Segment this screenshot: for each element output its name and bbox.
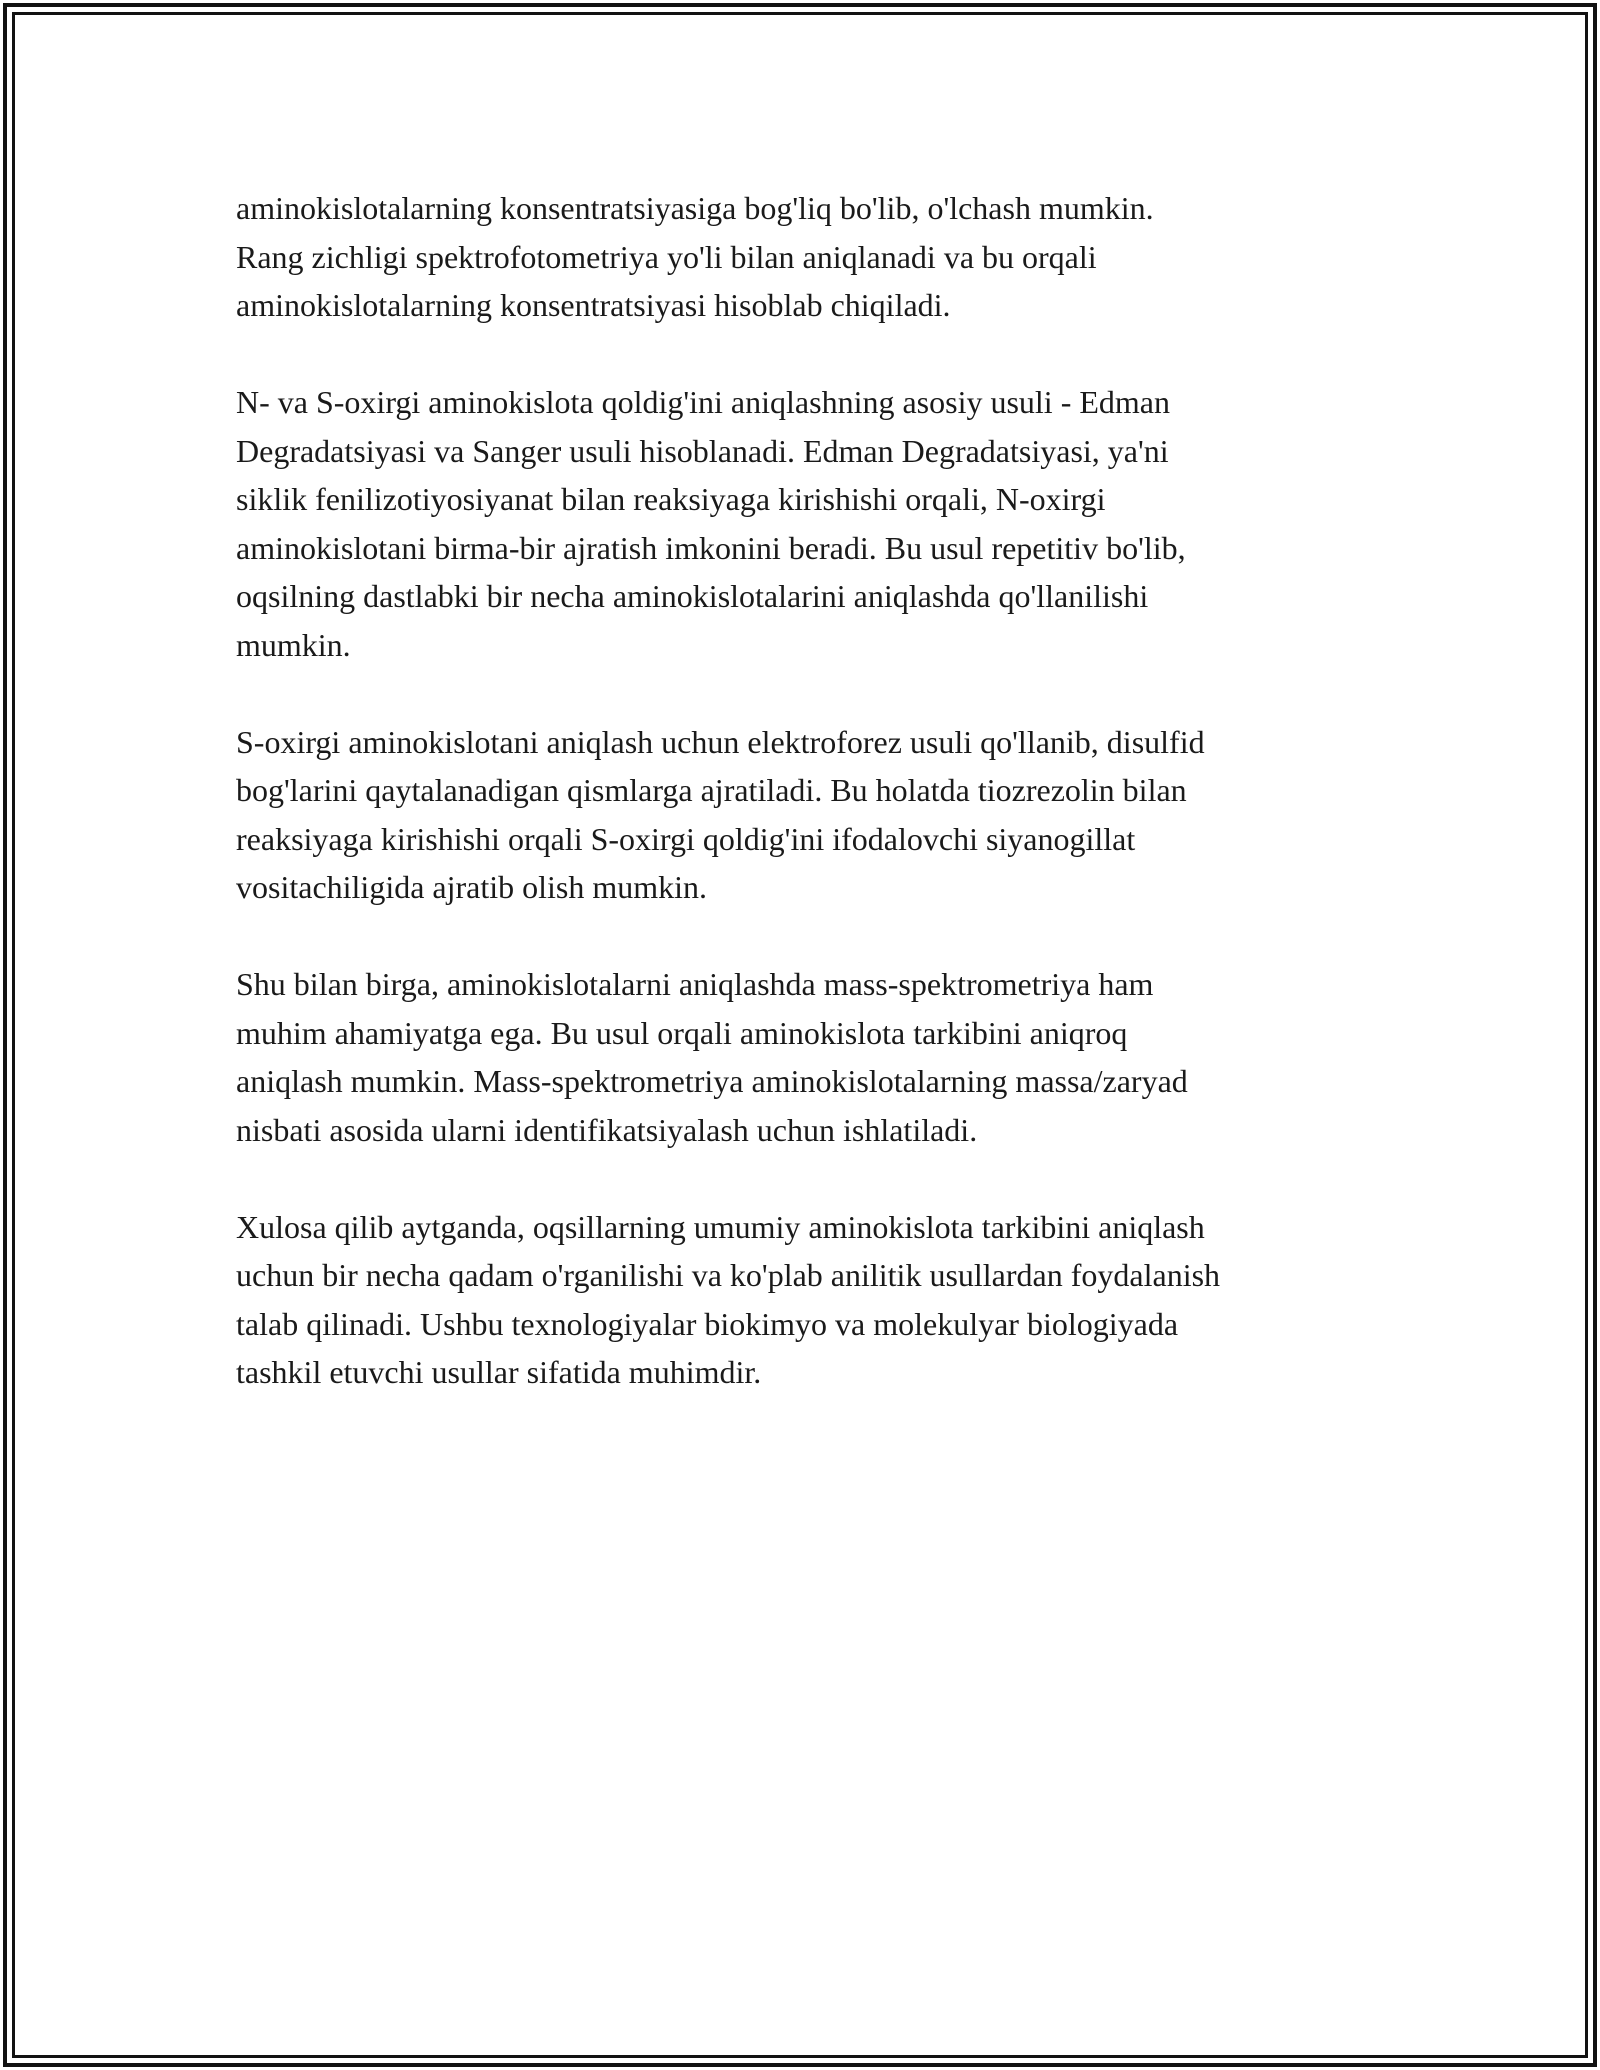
- text-line: talab qilinadi. Ushbu texnologiyalar biokimyo va molekulyar biologiyada: [236, 1305, 1179, 1342]
- text-line: aminokislotani birma-bir ajratish imkonini beradi. Bu usul repetitiv bo'lib,: [236, 529, 1186, 566]
- text-line: Degradatsiyasi va Sanger usuli hisoblanadi. Edman Degradatsiyasi, ya'ni: [236, 432, 1169, 469]
- text-line: bog'larini qaytalanadigan qismlarga ajratiladi. Bu holatda tiozrezolin bilan: [236, 772, 1187, 808]
- text-line: Shu bilan birga, aminokislotalarni aniqlashda mass-spektrometriya ham: [236, 966, 1154, 1002]
- text-line: nisbati asosida ularni identifikatsiyalash uchun ishlatiladi.: [236, 1111, 978, 1148]
- text-line: aniqlash mumkin. Mass-spektrometriya aminokislotalarning massa/zaryad: [236, 1063, 1188, 1099]
- text-line: S-oxirgi aminokislotani aniqlash uchun elektroforez usuli qo'llanib, disulfid: [236, 723, 1205, 760]
- text-line: siklik fenilizotiyosiyanat bilan reaksiyaga kirishishi orqali, N-oxirgi: [236, 481, 1106, 517]
- text-line: muhim ahamiyatga ega. Bu usul orqali aminokislota tarkibini aniqroq: [236, 1014, 1128, 1051]
- paragraph-5: [236, 1203, 1426, 1397]
- text-line: uchun bir necha qadam o'rganilishi va ko'plab anilitik usullardan foydalanish: [236, 1257, 1221, 1293]
- paragraph-2: [236, 378, 1426, 669]
- text-line: Rang zichligi spektrofotometriya yo'li bilan aniqlanadi va bu orqali: [236, 238, 1097, 275]
- text-line: oqsilning dastlabki bir necha aminokislotalarini aniqlashda qo'llanilishi: [236, 578, 1149, 614]
- text-line: mumkin.: [236, 626, 351, 663]
- text-line: vositachiligida ajratib olish mumkin.: [236, 869, 708, 905]
- paragraph-1: [236, 184, 1426, 330]
- paragraph-3: [236, 718, 1426, 912]
- text-line: N- va S-oxirgi aminokislota qoldig'ini aniqlashning asosiy usuli - Edman: [236, 384, 1170, 420]
- text-line: aminokislotalarning konsentratsiyasi hisoblab chiqiladi.: [236, 287, 951, 323]
- paragraph-4: [236, 960, 1426, 1154]
- text-line: Xulosa qilib aytganda, oqsillarning umumiy aminokislota tarkibini aniqlash: [236, 1208, 1205, 1245]
- document-body: [236, 184, 1426, 1445]
- text-line: tashkil etuvchi usullar sifatida muhimdir.: [236, 1354, 762, 1390]
- text-line: reaksiyaga kirishishi orqali S-oxirgi qoldig'ini ifodalovchi siyanogillat: [236, 820, 1136, 857]
- text-line: aminokislotalarning konsentratsiyasiga bog'liq bo'lib, o'lchash mumkin.: [236, 190, 1154, 226]
